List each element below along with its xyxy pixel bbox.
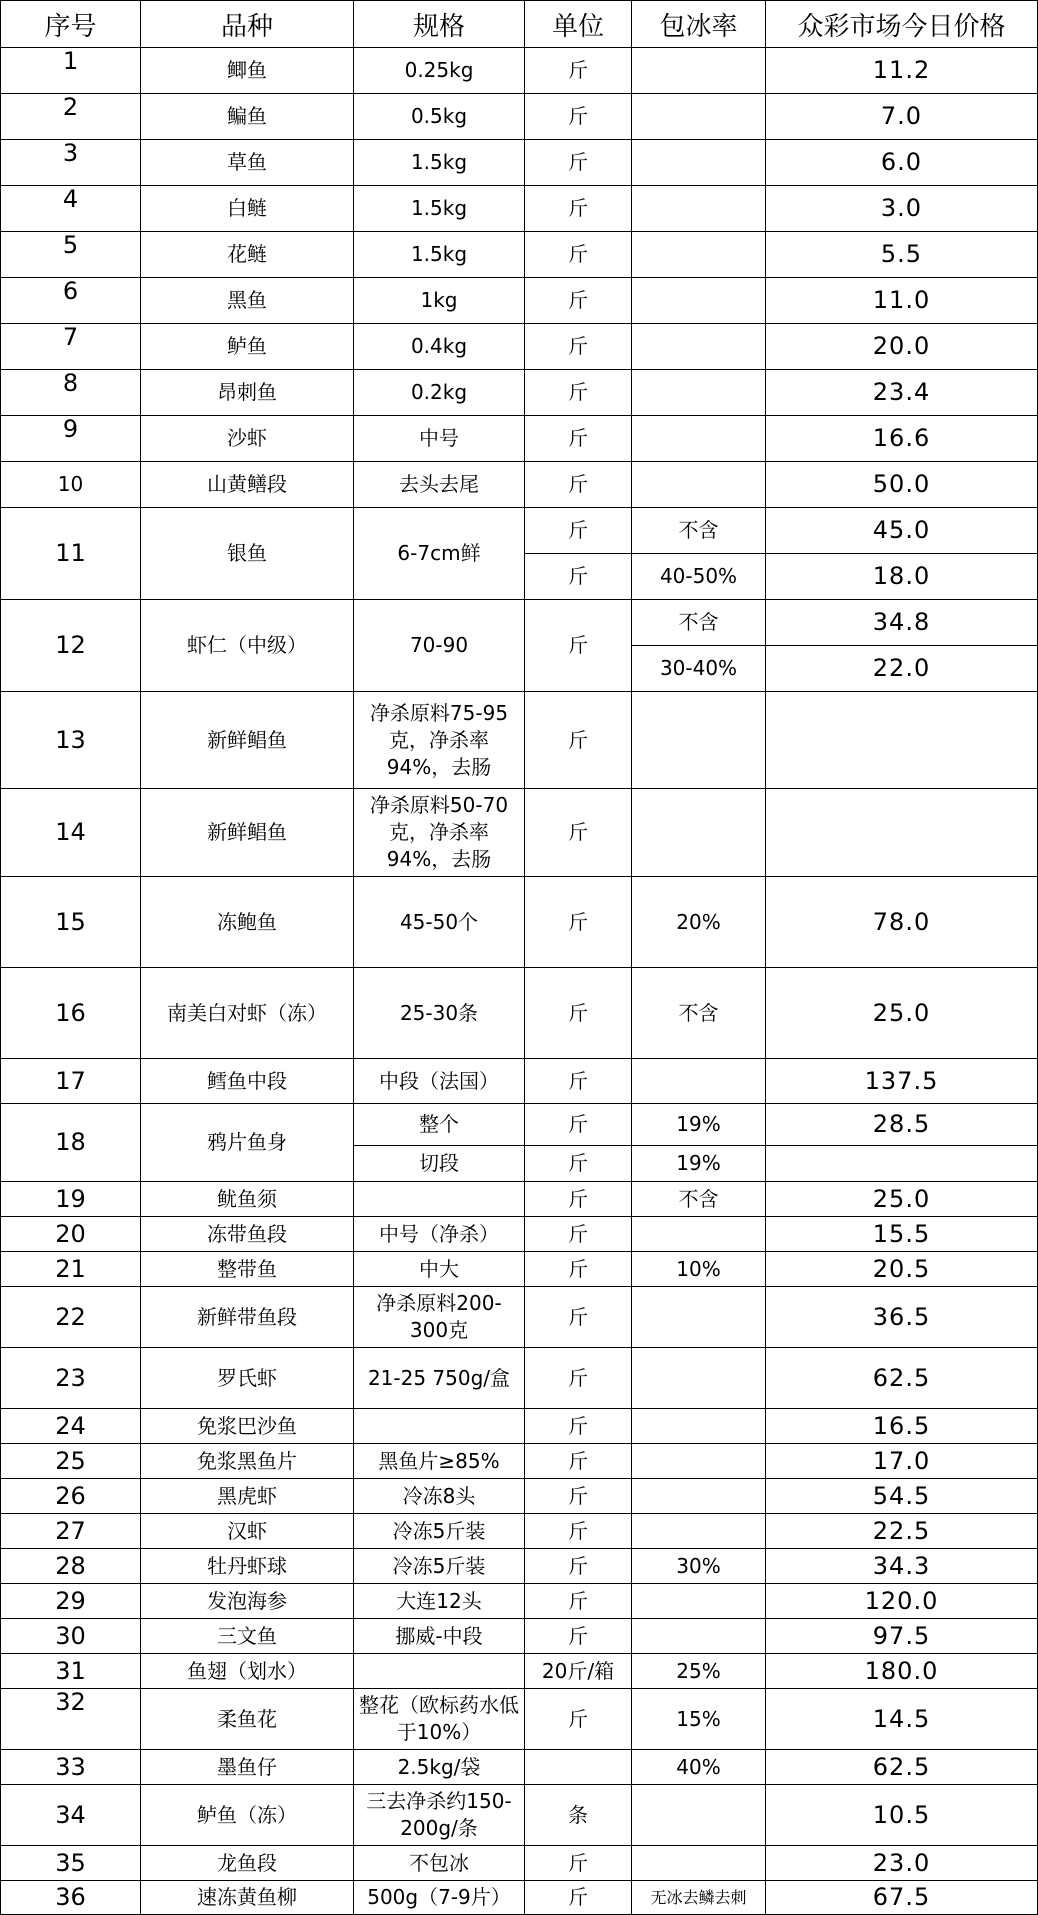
row-variety: 鳕鱼中段 xyxy=(141,1059,354,1104)
row-ice-rate xyxy=(632,462,766,508)
row-unit: 斤 xyxy=(525,416,632,462)
row-price: 6.0 xyxy=(766,140,1038,186)
table-row xyxy=(1,370,1038,416)
row-price: 50.0 xyxy=(766,462,1038,508)
table-row xyxy=(1,1409,1038,1444)
table-row xyxy=(1,1689,1038,1750)
row-price: 25.0 xyxy=(766,1182,1038,1217)
row-price: 17.0 xyxy=(766,1444,1038,1479)
row-price: 23.0 xyxy=(766,1846,1038,1881)
row-ice-rate xyxy=(632,416,766,462)
header-price: 众彩市场今日价格 xyxy=(766,1,1038,48)
row-index: 7 xyxy=(1,324,141,370)
row-variety: 草鱼 xyxy=(141,140,354,186)
row-unit: 20斤/箱 xyxy=(525,1654,632,1689)
row-ice-rate xyxy=(632,1514,766,1549)
row-unit: 斤 xyxy=(525,1059,632,1104)
row-variety: 虾仁（中级） xyxy=(141,600,354,692)
table-row xyxy=(1,1479,1038,1514)
table-row xyxy=(1,462,1038,508)
row-unit: 条 xyxy=(525,1785,632,1846)
row-ice-rate: 15% xyxy=(632,1689,766,1750)
table-row xyxy=(1,1654,1038,1689)
row-spec: 1kg xyxy=(354,278,525,324)
row-variety: 冻鲍鱼 xyxy=(141,877,354,968)
row-price: 3.0 xyxy=(766,186,1038,232)
row-price: 16.5 xyxy=(766,1409,1038,1444)
row-price: 180.0 xyxy=(766,1654,1038,1689)
row-unit: 斤 xyxy=(525,968,632,1059)
row-index: 35 xyxy=(1,1846,141,1881)
row-unit: 斤 xyxy=(525,789,632,877)
row-spec: 冷冻5斤装 xyxy=(354,1549,525,1584)
table-row xyxy=(1,1549,1038,1584)
header-unit: 单位 xyxy=(525,1,632,48)
row-spec: 冷冻5斤装 xyxy=(354,1514,525,1549)
row-unit: 斤 xyxy=(525,48,632,94)
row-price: 28.5 xyxy=(766,1104,1038,1146)
row-index: 23 xyxy=(1,1348,141,1409)
row-variety: 鲈鱼 xyxy=(141,324,354,370)
row-ice-rate: 40% xyxy=(632,1750,766,1785)
table-row xyxy=(1,1750,1038,1785)
row-ice-rate xyxy=(632,1444,766,1479)
row-ice-rate: 10% xyxy=(632,1252,766,1287)
row-spec xyxy=(354,1654,525,1689)
row-price: 11.0 xyxy=(766,278,1038,324)
table-row xyxy=(1,232,1038,278)
row-variety: 牡丹虾球 xyxy=(141,1549,354,1584)
row-spec: 挪威-中段 xyxy=(354,1619,525,1654)
table-row xyxy=(1,1619,1038,1654)
row-variety: 鱿鱼须 xyxy=(141,1182,354,1217)
row-unit: 斤 xyxy=(525,186,632,232)
row-price: 20.5 xyxy=(766,1252,1038,1287)
row-index: 19 xyxy=(1,1182,141,1217)
row-index: 3 xyxy=(1,140,141,186)
row-spec: 45-50个 xyxy=(354,877,525,968)
row-spec: 切段 xyxy=(354,1146,525,1182)
row-unit: 斤 xyxy=(525,600,632,692)
row-price: 11.2 xyxy=(766,48,1038,94)
row-spec: 2.5kg/袋 xyxy=(354,1750,525,1785)
row-unit: 斤 xyxy=(525,370,632,416)
table-row xyxy=(1,1348,1038,1409)
row-index: 25 xyxy=(1,1444,141,1479)
table-row xyxy=(1,600,1038,646)
row-spec: 三去净杀约150-200g/条 xyxy=(354,1785,525,1846)
row-ice-rate: 19% xyxy=(632,1146,766,1182)
row-spec: 500g（7-9片） xyxy=(354,1881,525,1915)
row-variety: 墨鱼仔 xyxy=(141,1750,354,1785)
row-ice-rate xyxy=(632,1785,766,1846)
row-ice-rate xyxy=(632,1217,766,1252)
row-index: 27 xyxy=(1,1514,141,1549)
row-spec: 不包冰 xyxy=(354,1846,525,1881)
row-price: 62.5 xyxy=(766,1348,1038,1409)
row-spec: 中号（净杀） xyxy=(354,1217,525,1252)
row-price: 34.3 xyxy=(766,1549,1038,1584)
row-index: 36 xyxy=(1,1881,141,1915)
row-unit: 斤 xyxy=(525,508,632,554)
row-price: 54.5 xyxy=(766,1479,1038,1514)
row-spec: 净杀原料75-95克，净杀率94%，去肠 xyxy=(354,692,525,789)
row-index: 4 xyxy=(1,186,141,232)
row-index: 15 xyxy=(1,877,141,968)
row-unit: 斤 xyxy=(525,140,632,186)
row-variety: 冻带鱼段 xyxy=(141,1217,354,1252)
header-spec: 规格 xyxy=(354,1,525,48)
row-price: 16.6 xyxy=(766,416,1038,462)
row-ice-rate xyxy=(632,370,766,416)
row-spec xyxy=(354,1182,525,1217)
row-ice-rate xyxy=(632,1287,766,1348)
row-variety: 龙鱼段 xyxy=(141,1846,354,1881)
row-index: 24 xyxy=(1,1409,141,1444)
row-spec: 整个 xyxy=(354,1104,525,1146)
row-price: 5.5 xyxy=(766,232,1038,278)
row-price: 62.5 xyxy=(766,1750,1038,1785)
header-variety: 品种 xyxy=(141,1,354,48)
row-spec: 70-90 xyxy=(354,600,525,692)
row-ice-rate xyxy=(632,186,766,232)
row-ice-rate xyxy=(632,1584,766,1619)
row-unit: 斤 xyxy=(525,877,632,968)
row-variety: 免浆黑鱼片 xyxy=(141,1444,354,1479)
row-spec: 冷冻8头 xyxy=(354,1479,525,1514)
header-row xyxy=(1,1,1038,48)
row-unit xyxy=(525,1750,632,1785)
table-row xyxy=(1,1182,1038,1217)
table-row xyxy=(1,48,1038,94)
row-index: 21 xyxy=(1,1252,141,1287)
row-ice-rate xyxy=(632,1619,766,1654)
row-unit: 斤 xyxy=(525,1104,632,1146)
row-unit: 斤 xyxy=(525,1584,632,1619)
table-row xyxy=(1,1881,1038,1915)
row-variety: 鲫鱼 xyxy=(141,48,354,94)
row-variety: 免浆巴沙鱼 xyxy=(141,1409,354,1444)
row-variety: 新鲜带鱼段 xyxy=(141,1287,354,1348)
row-spec: 中段（法国） xyxy=(354,1059,525,1104)
row-variety: 南美白对虾（冻） xyxy=(141,968,354,1059)
row-unit: 斤 xyxy=(525,1689,632,1750)
header-ice-rate: 包冰率 xyxy=(632,1,766,48)
row-spec: 净杀原料200-300克 xyxy=(354,1287,525,1348)
row-variety: 新鲜鲳鱼 xyxy=(141,692,354,789)
row-price: 7.0 xyxy=(766,94,1038,140)
row-unit: 斤 xyxy=(525,94,632,140)
row-unit: 斤 xyxy=(525,1182,632,1217)
row-spec: 中号 xyxy=(354,416,525,462)
row-ice-rate: 无冰去鳞去刺 xyxy=(632,1881,766,1915)
row-price: 15.5 xyxy=(766,1217,1038,1252)
row-price: 34.8 xyxy=(766,600,1038,646)
row-unit: 斤 xyxy=(525,1881,632,1915)
row-variety: 白鲢 xyxy=(141,186,354,232)
row-index: 6 xyxy=(1,278,141,324)
row-index: 12 xyxy=(1,600,141,692)
row-price: 20.0 xyxy=(766,324,1038,370)
row-ice-rate: 不含 xyxy=(632,508,766,554)
row-price: 36.5 xyxy=(766,1287,1038,1348)
row-unit: 斤 xyxy=(525,278,632,324)
row-spec: 去头去尾 xyxy=(354,462,525,508)
header-index: 序号 xyxy=(1,1,141,48)
row-ice-rate: 30% xyxy=(632,1549,766,1584)
row-unit: 斤 xyxy=(525,1409,632,1444)
row-price: 23.4 xyxy=(766,370,1038,416)
row-spec: 中大 xyxy=(354,1252,525,1287)
row-variety: 鳊鱼 xyxy=(141,94,354,140)
table-row xyxy=(1,1104,1038,1146)
row-index: 9 xyxy=(1,416,141,462)
row-ice-rate xyxy=(632,1348,766,1409)
row-ice-rate: 25% xyxy=(632,1654,766,1689)
row-unit: 斤 xyxy=(525,1444,632,1479)
row-index: 28 xyxy=(1,1549,141,1584)
row-price: 22.5 xyxy=(766,1514,1038,1549)
row-ice-rate xyxy=(632,789,766,877)
row-ice-rate xyxy=(632,278,766,324)
row-variety: 鱼翅（划水） xyxy=(141,1654,354,1689)
table-row xyxy=(1,508,1038,554)
row-variety: 黑虎虾 xyxy=(141,1479,354,1514)
table-row xyxy=(1,1444,1038,1479)
row-ice-rate xyxy=(632,1409,766,1444)
row-spec: 25-30条 xyxy=(354,968,525,1059)
row-index: 30 xyxy=(1,1619,141,1654)
row-price: 67.5 xyxy=(766,1881,1038,1915)
row-index: 20 xyxy=(1,1217,141,1252)
row-price: 22.0 xyxy=(766,646,1038,692)
row-index: 34 xyxy=(1,1785,141,1846)
row-price: 78.0 xyxy=(766,877,1038,968)
table-row xyxy=(1,278,1038,324)
row-ice-rate xyxy=(632,1059,766,1104)
row-variety: 昂刺鱼 xyxy=(141,370,354,416)
table-row xyxy=(1,1514,1038,1549)
row-ice-rate xyxy=(632,1479,766,1514)
row-variety: 柔鱼花 xyxy=(141,1689,354,1750)
row-variety: 三文鱼 xyxy=(141,1619,354,1654)
table-row xyxy=(1,1846,1038,1881)
row-price: 97.5 xyxy=(766,1619,1038,1654)
row-price xyxy=(766,692,1038,789)
row-unit: 斤 xyxy=(525,1146,632,1182)
row-spec: 0.25kg xyxy=(354,48,525,94)
row-unit: 斤 xyxy=(525,1479,632,1514)
row-index: 17 xyxy=(1,1059,141,1104)
table-row xyxy=(1,968,1038,1059)
row-index: 31 xyxy=(1,1654,141,1689)
row-variety: 发泡海参 xyxy=(141,1584,354,1619)
row-variety: 山黄鳝段 xyxy=(141,462,354,508)
row-spec: 0.5kg xyxy=(354,94,525,140)
row-unit: 斤 xyxy=(525,1217,632,1252)
table-row xyxy=(1,789,1038,877)
row-ice-rate xyxy=(632,48,766,94)
row-unit: 斤 xyxy=(525,1348,632,1409)
row-ice-rate xyxy=(632,324,766,370)
row-variety: 罗氏虾 xyxy=(141,1348,354,1409)
row-index: 26 xyxy=(1,1479,141,1514)
table-row xyxy=(1,1252,1038,1287)
table-row xyxy=(1,1785,1038,1846)
table-row xyxy=(1,1059,1038,1104)
row-spec: 净杀原料50-70克，净杀率94%，去肠 xyxy=(354,789,525,877)
row-ice-rate: 不含 xyxy=(632,1182,766,1217)
table-row xyxy=(1,1287,1038,1348)
row-spec: 黑鱼片≥85% xyxy=(354,1444,525,1479)
row-index: 13 xyxy=(1,692,141,789)
row-ice-rate xyxy=(632,1846,766,1881)
row-spec: 6-7cm鲜 xyxy=(354,508,525,600)
row-ice-rate: 20% xyxy=(632,877,766,968)
row-spec: 21-25 750g/盒 xyxy=(354,1348,525,1409)
row-unit: 斤 xyxy=(525,554,632,600)
row-ice-rate: 不含 xyxy=(632,600,766,646)
row-index: 1 xyxy=(1,48,141,94)
row-ice-rate: 19% xyxy=(632,1104,766,1146)
row-index: 10 xyxy=(1,462,141,508)
row-spec xyxy=(354,1409,525,1444)
table-row xyxy=(1,1217,1038,1252)
table-row xyxy=(1,1584,1038,1619)
row-unit: 斤 xyxy=(525,324,632,370)
row-price: 25.0 xyxy=(766,968,1038,1059)
row-unit: 斤 xyxy=(525,692,632,789)
row-unit: 斤 xyxy=(525,232,632,278)
row-spec: 大连12头 xyxy=(354,1584,525,1619)
row-variety: 鲈鱼（冻） xyxy=(141,1785,354,1846)
row-ice-rate xyxy=(632,232,766,278)
row-unit: 斤 xyxy=(525,1514,632,1549)
row-index: 29 xyxy=(1,1584,141,1619)
table-row xyxy=(1,416,1038,462)
table-row xyxy=(1,324,1038,370)
table-row xyxy=(1,692,1038,789)
row-price: 45.0 xyxy=(766,508,1038,554)
row-index: 14 xyxy=(1,789,141,877)
row-variety: 黑鱼 xyxy=(141,278,354,324)
row-unit: 斤 xyxy=(525,1619,632,1654)
row-ice-rate xyxy=(632,692,766,789)
row-unit: 斤 xyxy=(525,1846,632,1881)
row-index: 2 xyxy=(1,94,141,140)
row-variety: 速冻黄鱼柳 xyxy=(141,1881,354,1915)
row-unit: 斤 xyxy=(525,1287,632,1348)
row-price: 120.0 xyxy=(766,1584,1038,1619)
row-index: 33 xyxy=(1,1750,141,1785)
row-ice-rate xyxy=(632,94,766,140)
row-ice-rate: 30-40% xyxy=(632,646,766,692)
row-index: 16 xyxy=(1,968,141,1059)
row-variety: 汉虾 xyxy=(141,1514,354,1549)
row-spec: 1.5kg xyxy=(354,232,525,278)
row-variety: 沙虾 xyxy=(141,416,354,462)
row-price xyxy=(766,789,1038,877)
row-variety: 银鱼 xyxy=(141,508,354,600)
row-unit: 斤 xyxy=(525,1252,632,1287)
row-spec: 1.5kg xyxy=(354,140,525,186)
row-index: 32 xyxy=(1,1689,141,1750)
row-ice-rate: 40-50% xyxy=(632,554,766,600)
row-spec: 0.2kg xyxy=(354,370,525,416)
row-variety: 花鲢 xyxy=(141,232,354,278)
row-variety: 新鲜鲳鱼 xyxy=(141,789,354,877)
row-ice-rate: 不含 xyxy=(632,968,766,1059)
row-price: 14.5 xyxy=(766,1689,1038,1750)
table-row xyxy=(1,140,1038,186)
row-index: 11 xyxy=(1,508,141,600)
row-unit: 斤 xyxy=(525,1549,632,1584)
row-price: 18.0 xyxy=(766,554,1038,600)
row-spec: 1.5kg xyxy=(354,186,525,232)
row-spec: 0.4kg xyxy=(354,324,525,370)
row-ice-rate xyxy=(632,140,766,186)
row-price: 137.5 xyxy=(766,1059,1038,1104)
row-spec: 整花（欧标药水低于10%） xyxy=(354,1689,525,1750)
row-index: 22 xyxy=(1,1287,141,1348)
row-variety: 鸦片鱼身 xyxy=(141,1104,354,1182)
table-row xyxy=(1,94,1038,140)
row-price xyxy=(766,1146,1038,1182)
table-row xyxy=(1,877,1038,968)
row-index: 18 xyxy=(1,1104,141,1182)
row-variety: 整带鱼 xyxy=(141,1252,354,1287)
table-row xyxy=(1,186,1038,232)
row-unit: 斤 xyxy=(525,462,632,508)
row-index: 8 xyxy=(1,370,141,416)
row-index: 5 xyxy=(1,232,141,278)
row-price: 10.5 xyxy=(766,1785,1038,1846)
